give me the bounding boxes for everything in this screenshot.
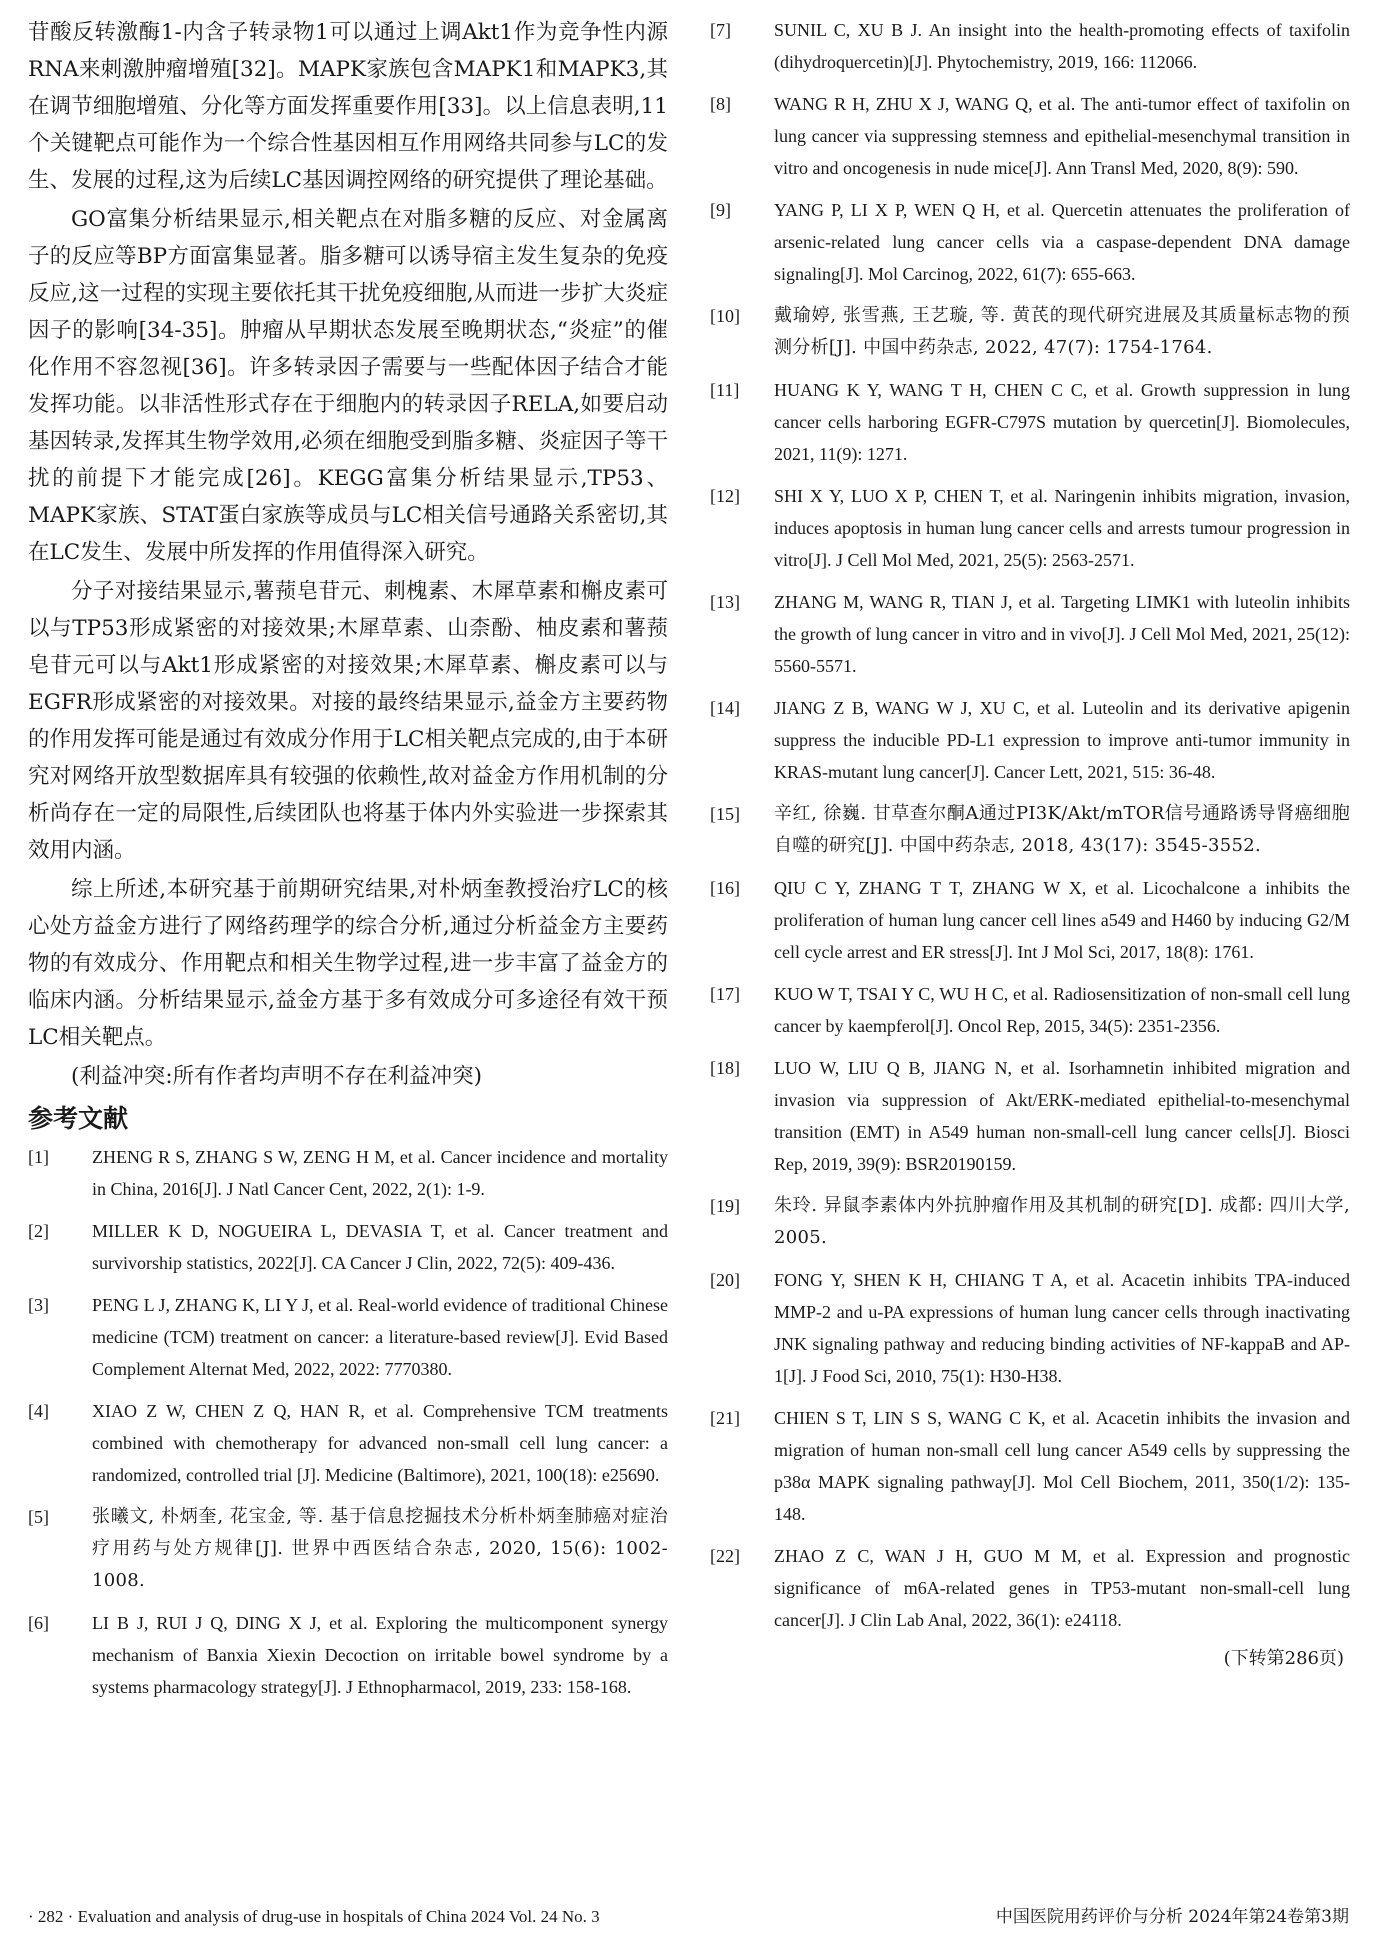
reference-number: [14]: [710, 698, 740, 718]
reference-text: 张曦文, 朴炳奎, 花宝金, 等. 基于信息挖掘技术分析朴炳奎肺癌对症治疗用药与处方规律[J]. 世界中西医结合杂志, 2020, 15(6): 1002-1008.: [92, 1506, 668, 1591]
reference-number: [2]: [28, 1221, 49, 1241]
reference-text: 戴瑜婷, 张雪燕, 王艺璇, 等. 黄芪的现代研究进展及其质量标志物的预测分析[J]. 中国中药杂志, 2022, 47(7): 1754-1764.: [774, 305, 1350, 358]
reference-text: PENG L J, ZHANG K, LI Y J, et al. Real-world evidence of traditional Chinese medicine (TCM) treatment on cancer: a literature-based review[J]. Evid Based Complement Alternat Med, 2022, 2022: 7770380.: [92, 1295, 668, 1379]
reference-item: [710, 480, 1350, 576]
references-heading: 参考文献: [28, 1104, 129, 1133]
reference-number: [20]: [710, 1270, 740, 1290]
reference-number: [6]: [28, 1613, 49, 1633]
paragraph: 苷酸反转激酶1-内含子转录物1可以通过上调Akt1作为竞争性内源RNA来刺激肿瘤增殖[32]。MAPK家族包含MAPK1和MAPK3,其在调节细胞增殖、分化等方面发挥重要作用[33]。以上信息表明,11个关键靶点可能作为一个综合性基因相互作用网络共同参与LC的发生、发展的过程,这为后续LC基因调控网络的研究提供了理论基础。: [28, 20, 668, 193]
paragraph: GO富集分析结果显示,相关靶点在对脂多糖的反应、对金属离子的反应等BP方面富集显著。脂多糖可以诱导宿主发生复杂的免疫反应,这一过程的实现主要依托其干扰免疫细胞,从而进一步扩大炎症因子的影响[34-35]。肿瘤从早期状态发展至晚期状态,“炎症”的催化作用不容忽视[36]。许多转录因子需要与一些配体因子结合才能发挥功能。以非活性形式存在于细胞内的转录因子RELA,如要启动基因转录,发挥其生物学效用,必须在细胞受到脂多糖、炎症因子等干扰的前提下才能完成[26]。KEGG富集分析结果显示,TP53、MAPK家族、STAT蛋白家族等成员与LC相关信号通路关系密切,其在LC发生、发展中所发挥的作用值得深入研究。: [28, 207, 668, 565]
reference-text: LUO W, LIU Q B, JIANG N, et al. Isorhamnetin inhibited migration and invasion via suppression of Akt/ERK-mediated epithelial-to-mesenchymal transition (EMT) in A549 human non-small-cell lung cancer cells[J]. Biosci Rep, 2019, 39(9): BSR20190159.: [774, 1058, 1350, 1174]
reference-text: FONG Y, SHEN K H, CHIANG T A, et al. Acacetin inhibits TPA-induced MMP-2 and u-PA expressions of human lung cancer cells through inactivating JNK signaling pathway and reducing binding activities of NF-kappaB and AP-1[J]. J Food Sci, 2010, 75(1): H30-H38.: [774, 1270, 1350, 1386]
reference-item: [710, 586, 1350, 682]
reference-text: 辛红, 徐巍. 甘草查尔酮A通过PI3K/Akt/mTOR信号通路诱导肾癌细胞自噬的研究[J]. 中国中药杂志, 2018, 43(17): 3545-3552.: [774, 803, 1350, 856]
reference-item: [28, 1395, 668, 1491]
reference-item: [28, 1501, 668, 1597]
reference-text: KUO W T, TSAI Y C, WU H C, et al. Radiosensitization of non-small cell lung cancer by kaempferol[J]. Oncol Rep, 2015, 34(5): 2351-2356.: [774, 984, 1350, 1036]
reference-number: [7]: [710, 20, 731, 40]
reference-number: [9]: [710, 200, 731, 220]
reference-text: YANG P, LI X P, WEN Q H, et al. Quercetin attenuates the proliferation of arsenic-related lung cancer cells via a caspase-dependent DNA damage signaling[J]. Mol Carcinog, 2022, 61(7): 655-663.: [774, 200, 1350, 284]
reference-text: QIU C Y, ZHANG T T, ZHANG W X, et al. Licochalcone a inhibits the proliferation of human lung cancer cell lines a549 and H460 by inducing G2/M cell cycle arrest and ER stress[J]. Int J Mol Sci, 2017, 18(8): 1761.: [774, 878, 1350, 962]
reference-text: HUANG K Y, WANG T H, CHEN C C, et al. Growth suppression in lung cancer cells harboring EGFR-C797S mutation by quercetin[J]. Biomolecules, 2021, 11(9): 1271.: [774, 380, 1350, 464]
reference-item: [710, 14, 1350, 78]
reference-number: [15]: [710, 804, 740, 824]
right-column: [710, 14, 1350, 1670]
reference-number: [12]: [710, 486, 740, 506]
reference-item: [28, 1215, 668, 1279]
reference-number: [11]: [710, 380, 740, 400]
reference-item: [710, 1052, 1350, 1180]
body-text: [28, 14, 668, 1095]
reference-item: [710, 692, 1350, 788]
reference-number: [21]: [710, 1408, 740, 1428]
footer-right: 中国医院用药评价与分析 2024年第24卷第3期: [995, 1907, 1349, 1927]
footer-left: · 282 · Evaluation and analysis of drug-use in hospitals of China 2024 Vol. 24 No. 3: [28, 1907, 600, 1926]
reference-item: [710, 1402, 1350, 1530]
left-column: [28, 14, 668, 1713]
reference-item: [28, 1289, 668, 1385]
reference-text: SHI X Y, LUO X P, CHEN T, et al. Naringenin inhibits migration, invasion, induces apoptosis in human lung cancer cells and arrests tumour progression in vitro[J]. J Cell Mol Med, 2021, 25(5): 2563-2571.: [774, 486, 1350, 570]
reference-item: [710, 194, 1350, 290]
reference-text: ZHAO Z C, WAN J H, GUO M M, et al. Expression and prognostic significance of m6A-related genes in TP53-mutant non-small-cell lung cancer[J]. J Clin Lab Anal, 2022, 36(1): e24118.: [774, 1546, 1350, 1630]
reference-text: XIAO Z W, CHEN Z Q, HAN R, et al. Comprehensive TCM treatments combined with chemotherapy for advanced non-small cell lung cancer: a randomized, controlled trial [J]. Medicine (Baltimore), 2021, 100(18): e25690.: [92, 1401, 668, 1485]
reference-number: [1]: [28, 1147, 49, 1167]
reference-list-left: [28, 1141, 668, 1703]
reference-text: MILLER K D, NOGUEIRA L, DEVASIA T, et al. Cancer treatment and survivorship statistics, 2022[J]. CA Cancer J Clin, 2022, 72(5): 409-436.: [92, 1221, 668, 1273]
reference-number: [22]: [710, 1546, 740, 1566]
reference-item: [710, 1540, 1350, 1636]
continued-note: (下转第286页): [1223, 1648, 1344, 1669]
reference-text: WANG R H, ZHU X J, WANG Q, et al. The anti-tumor effect of taxifolin on lung cancer via suppressing stemness and epithelial-mesenchymal transition in vitro and oncogenesis in nude mice[J]. Ann Transl Med, 2020, 8(9): 590.: [774, 94, 1350, 178]
reference-list-right: [710, 14, 1350, 1636]
reference-item: [710, 1190, 1350, 1254]
reference-number: [4]: [28, 1401, 49, 1421]
paragraph: 分子对接结果显示,薯蓣皂苷元、刺槐素、木犀草素和槲皮素可以与TP53形成紧密的对接效果;木犀草素、山柰酚、柚皮素和薯蓣皂苷元可以与Akt1形成紧密的对接效果;木犀草素、槲皮素可以与EGFR形成紧密的对接效果。对接的最终结果显示,益金方主要药物的作用发挥可能是通过有效成分作用于LC相关靶点完成的,由于本研究对网络开放型数据库具有较强的依赖性,故对益金方作用机制的分析尚存在一定的局限性,后续团队也将基于体内外实验进一步探索其效用内涵。: [28, 579, 668, 863]
reference-number: [3]: [28, 1295, 49, 1315]
reference-text: JIANG Z B, WANG W J, XU C, et al. Luteolin and its derivative apigenin suppress the inducible PD-L1 expression to improve anti-tumor immunity in KRAS-mutant lung cancer[J]. Cancer Lett, 2021, 515: 36-48.: [774, 698, 1350, 782]
reference-text: 朱玲. 异鼠李素体内外抗肿瘤作用及其机制的研究[D]. 成都: 四川大学, 2005.: [774, 1195, 1350, 1248]
reference-text: SUNIL C, XU B J. An insight into the health-promoting effects of taxifolin (dihydroquercetin)[J]. Phytochemistry, 2019, 166: 112066.: [774, 20, 1350, 72]
reference-number: [19]: [710, 1196, 740, 1216]
reference-number: [13]: [710, 592, 740, 612]
reference-item: [710, 1264, 1350, 1392]
reference-number: [8]: [710, 94, 731, 114]
reference-number: [16]: [710, 878, 740, 898]
paragraph: 综上所述,本研究基于前期研究结果,对朴炳奎教授治疗LC的核心处方益金方进行了网络药理学的综合分析,通过分析益金方主要药物的有效成分、作用靶点和相关生物学过程,进一步丰富了益金方的临床内涵。分析结果显示,益金方基于多有效成分可多途径有效干预LC相关靶点。: [28, 877, 668, 1050]
paragraph: (利益冲突:所有作者均声明不存在利益冲突): [71, 1064, 483, 1089]
reference-item: [710, 374, 1350, 470]
reference-text: ZHENG R S, ZHANG S W, ZENG H M, et al. Cancer incidence and mortality in China, 2016[J]. J Natl Cancer Cent, 2022, 2(1): 1-9.: [92, 1147, 668, 1199]
reference-text: ZHANG M, WANG R, TIAN J, et al. Targeting LIMK1 with luteolin inhibits the growth of lung cancer in vitro and in vivo[J]. J Cell Mol Med, 2021, 25(12): 5560-5571.: [774, 592, 1350, 676]
reference-item: [28, 1607, 668, 1703]
reference-number: [18]: [710, 1058, 740, 1078]
reference-item: [710, 872, 1350, 968]
reference-item: [710, 300, 1350, 364]
reference-text: LI B J, RUI J Q, DING X J, et al. Exploring the multicomponent synergy mechanism of Banxia Xiexin Decoction on irritable bowel syndrome by a systems pharmacology strategy[J]. J Ethnopharmacol, 2019, 233: 158-168.: [92, 1613, 668, 1697]
reference-number: [10]: [710, 306, 740, 326]
reference-item: [710, 798, 1350, 862]
reference-item: [28, 1141, 668, 1205]
reference-item: [710, 88, 1350, 184]
reference-text: CHIEN S T, LIN S S, WANG C K, et al. Acacetin inhibits the invasion and migration of human non-small cell lung cancer A549 cells by suppressing the p38α MAPK signaling pathway[J]. Mol Cell Biochem, 2011, 350(1/2): 135-148.: [774, 1408, 1350, 1524]
reference-number: [5]: [28, 1507, 49, 1527]
reference-number: [17]: [710, 984, 740, 1004]
reference-item: [710, 978, 1350, 1042]
